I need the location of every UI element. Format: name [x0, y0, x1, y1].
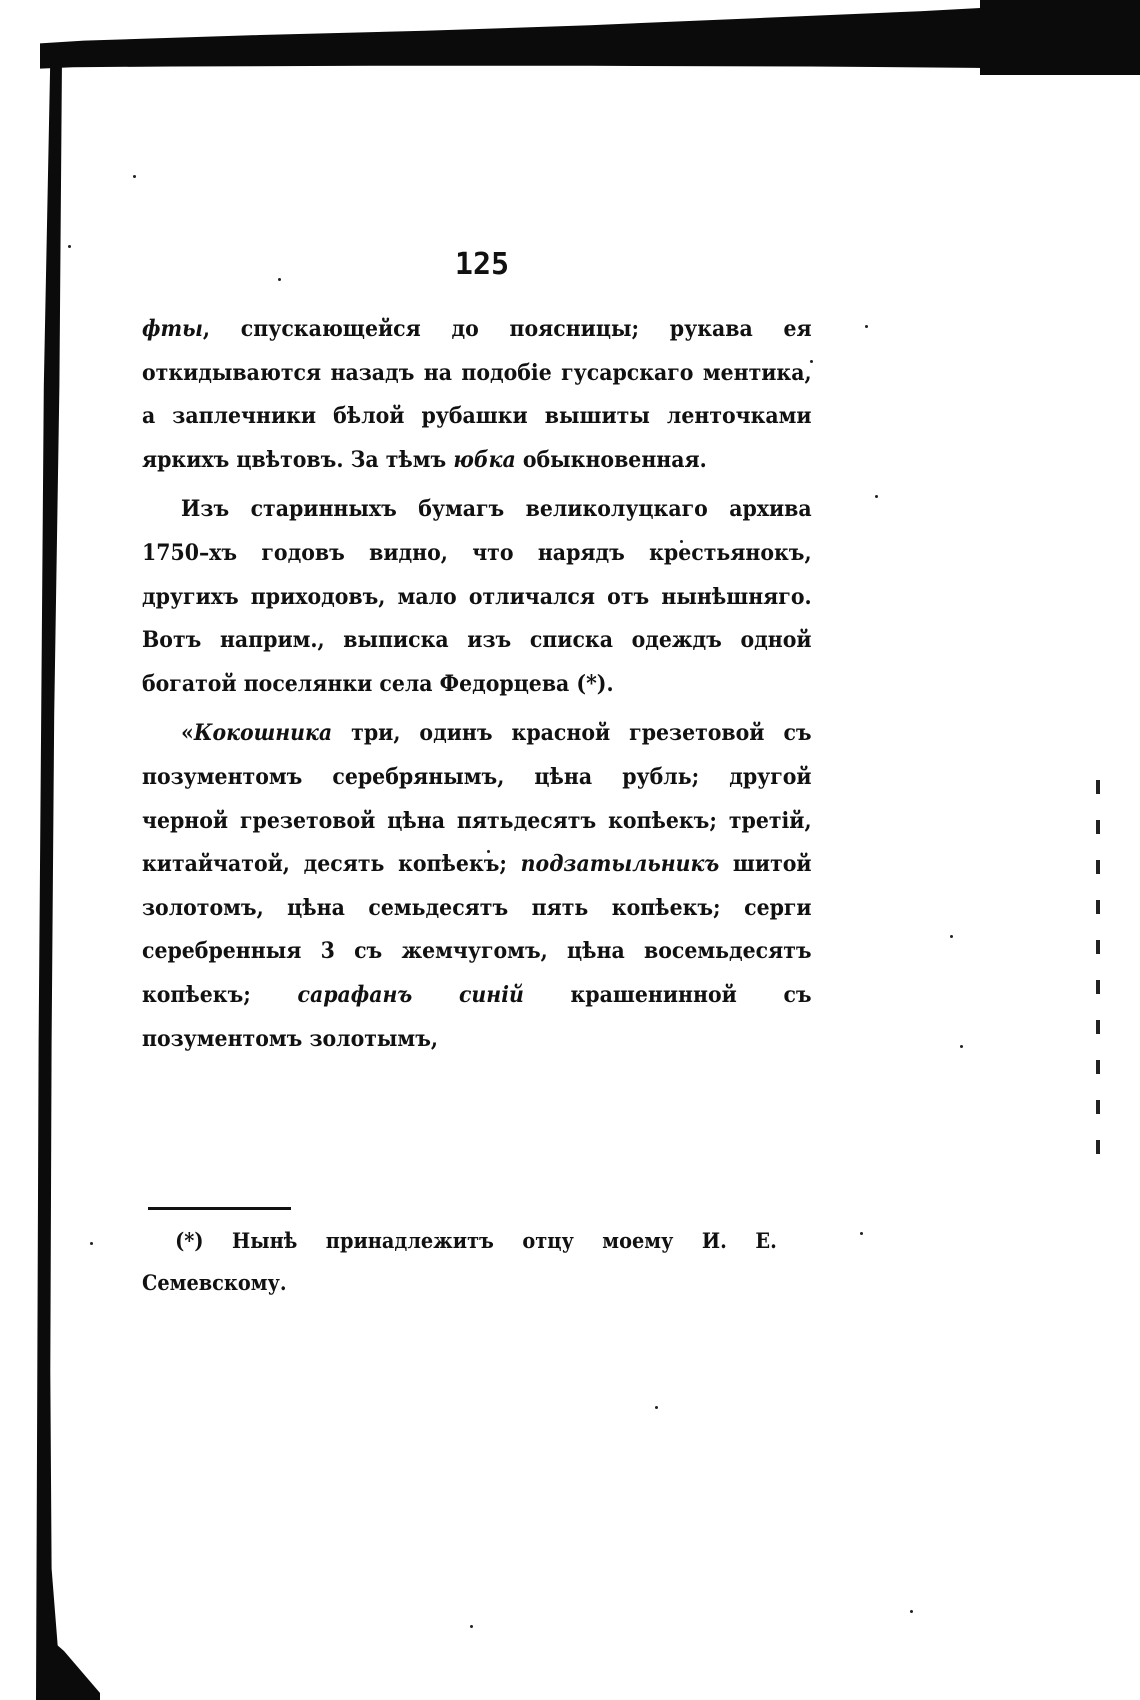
text-segment: обыкновенная.: [515, 446, 707, 473]
scan-border-bottom-left: [40, 1630, 100, 1700]
text-segment: шитой золотомъ, цѣна семьдесятъ пять копѣекъ; серги серебренныя 3 съ жемчугомъ, цѣна восемьдесятъ копѣекъ;: [142, 851, 812, 1008]
scan-speck: [910, 1610, 913, 1613]
scan-border-right-marks: [1096, 780, 1100, 1160]
scan-border-corner: [980, 0, 1140, 75]
page-number: 125: [454, 247, 510, 282]
text-segment: Кокошника: [193, 720, 333, 747]
text-segment: фты: [142, 316, 203, 342]
text-segment: подзатыльникъ: [520, 851, 720, 878]
text-segment: Изъ старинныхъ бумагъ великолуцкаго архива 1750–хъ годовъ видно, что нарядъ крестьянокъ, другихъ приходовъ, мало отличался отъ нынѣшняго. Вотъ наприм., выписка изъ списка одеждъ одной богатой поселянки села Федорцева (*).: [142, 496, 812, 697]
scan-speck: [655, 1406, 658, 1409]
scan-border-top: [40, 0, 1140, 70]
scan-speck: [860, 1232, 863, 1235]
scan-speck: [90, 1242, 93, 1245]
scan-border-left: [36, 58, 62, 1700]
text-segment: , спускающейся до поясницы; рукава ея откидываются назадъ на подобіе гусарскаго ментика, а заплечники бѣлой рубашки вышиты ленточками яркихъ цвѣтовъ. За тѣмъ: [142, 316, 812, 473]
text-segment: три, одинъ красной грезетовой съ позументомъ серебрянымъ, цѣна рубль; другой черной грезетовой цѣна пятьдесятъ копѣекъ; третій, китайчатой, десять копѣекъ;: [142, 720, 812, 878]
scan-speck: [68, 245, 71, 248]
scan-speck: [950, 935, 953, 938]
footnote: (*) Нынѣ принадлежитъ отцу моему И. Е. Семевскому.: [142, 1228, 777, 1295]
scan-speck: [960, 1045, 963, 1048]
paragraph-1: [142, 308, 812, 482]
paragraph-2: [142, 488, 812, 706]
scan-speck: [470, 1625, 473, 1628]
scan-speck: [133, 175, 136, 178]
text-segment: «: [181, 720, 194, 747]
scan-speck: [875, 495, 878, 498]
text-segment: сарафанъ синій: [297, 981, 524, 1008]
text-segment: крашенинной съ позументомъ золотымъ,: [142, 981, 812, 1052]
paragraph-3: [142, 712, 812, 1061]
footnote-rule: [148, 1207, 291, 1210]
text-segment: юбка: [453, 446, 516, 473]
page-body: [142, 247, 812, 1061]
scan-speck: [865, 325, 868, 328]
